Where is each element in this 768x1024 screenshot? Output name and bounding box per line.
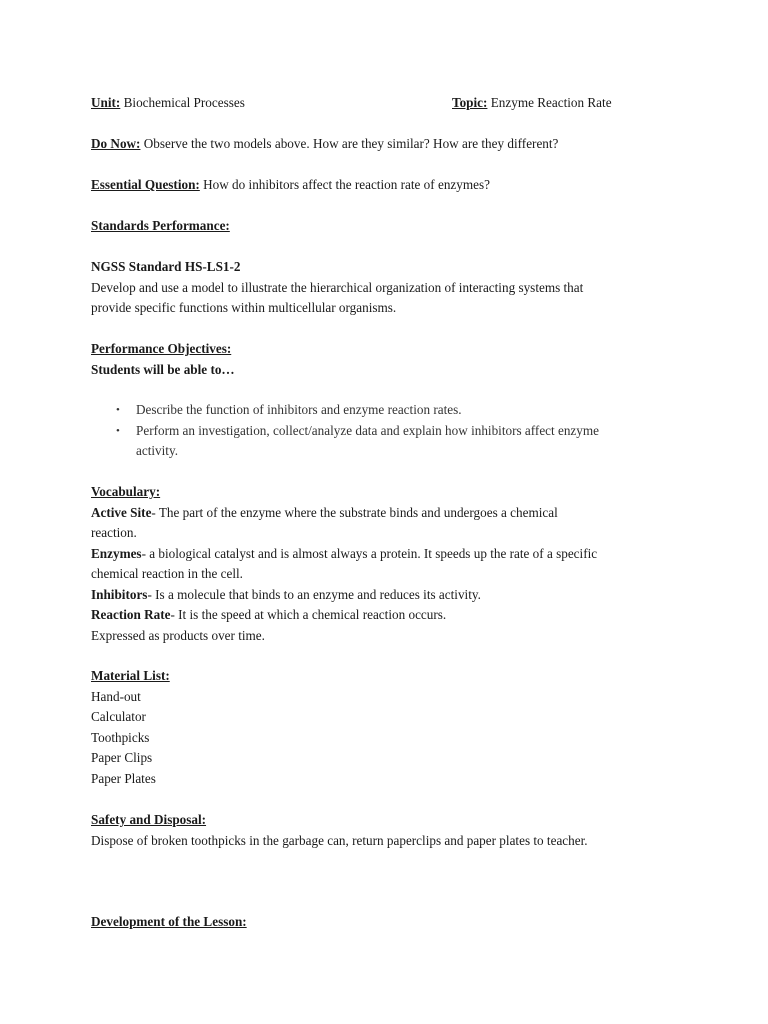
list-item	[91, 421, 691, 462]
topic-label: Topic:	[452, 95, 488, 110]
materials-heading: Material List:	[91, 668, 170, 683]
essential-question-label: Essential Question:	[91, 177, 200, 192]
list-item: Calculator	[91, 709, 146, 724]
do-now	[91, 134, 691, 155]
list-item: Toothpicks	[91, 729, 150, 745]
objectives-list-block	[91, 400, 691, 462]
standard-text-line-1: Develop and use a model to illustrate the hierarchical organization of interacting systems that	[91, 279, 584, 295]
materials-block	[91, 666, 691, 789]
vocabulary-block	[91, 482, 691, 646]
vocab-definition-continued: reaction.	[91, 525, 137, 540]
list-item: Hand-out	[91, 688, 141, 704]
vocab-definition-continued: chemical reaction in the cell.	[91, 566, 243, 581]
bullet-icon: •	[116, 424, 120, 437]
vocab-expressed: Expressed as products over time.	[91, 627, 265, 643]
unit-label: Unit:	[91, 95, 121, 110]
safety-block	[91, 810, 711, 851]
objectives-heading: Performance Objectives:	[91, 341, 232, 356]
unit-value: Biochemical Processes	[123, 95, 245, 110]
objectives-subheading: Students will be able to…	[91, 361, 235, 377]
safety-text: Dispose of broken toothpicks in the garbage can, return paperclips and paper plates to teacher.	[91, 832, 588, 848]
list-item	[91, 400, 691, 421]
development-heading: Development of the Lesson:	[91, 914, 247, 929]
vocab-definition: - Is a molecule that binds to an enzyme and reduces its activity.	[147, 586, 481, 602]
vocab-definition: - It is the speed at which a chemical reaction occurs.	[170, 607, 447, 622]
vocab-term: Inhibitors	[91, 586, 148, 602]
standards-block	[91, 257, 691, 319]
do-now-label: Do Now:	[91, 136, 141, 151]
vocab-term: Enzymes	[91, 545, 142, 561]
essential-question	[91, 175, 691, 196]
objective-text-continued: activity.	[136, 443, 178, 458]
do-now-text: Observe the two models above. How are they similar? How are they different?	[143, 136, 559, 151]
list-item: Paper Plates	[91, 770, 156, 786]
vocab-active-site	[91, 503, 691, 524]
topic-value: Enzyme Reaction Rate	[490, 95, 612, 110]
vocab-definition: - The part of the enzyme where the substrate binds and undergoes a chemical	[151, 504, 558, 520]
standards-heading: Standards Performance:	[91, 218, 230, 233]
vocabulary-heading: Vocabulary:	[91, 484, 161, 499]
standard-text-line-2: provide specific functions within multicellular organisms.	[91, 300, 397, 315]
vocab-term: Reaction Rate	[91, 607, 171, 622]
safety-heading: Safety and Disposal:	[91, 812, 207, 827]
essential-question-text: How do inhibitors affect the reaction rate of enzymes?	[203, 177, 490, 192]
topic-line	[452, 93, 612, 114]
bullet-icon: •	[116, 404, 120, 416]
objective-text: Describe the function of inhibitors and enzyme reaction rates.	[136, 402, 462, 417]
list-item: Paper Clips	[91, 750, 153, 765]
standard-title: NGSS Standard HS-LS1-2	[91, 259, 241, 274]
objectives-list	[91, 400, 691, 462]
vocab-inhibitors	[91, 585, 691, 606]
objective-text: Perform an investigation, collect/analyze data and explain how inhibitors affect enzyme	[136, 422, 599, 438]
standards-heading-block	[91, 216, 691, 237]
vocab-reaction-rate	[91, 605, 691, 626]
vocab-definition: - a biological catalyst and is almost always a protein. It speeds up the rate of a specific	[141, 545, 598, 561]
development-block	[91, 912, 691, 933]
vocab-term: Active Site	[91, 504, 152, 520]
vocab-enzymes	[91, 544, 691, 565]
objectives-block	[91, 339, 691, 380]
